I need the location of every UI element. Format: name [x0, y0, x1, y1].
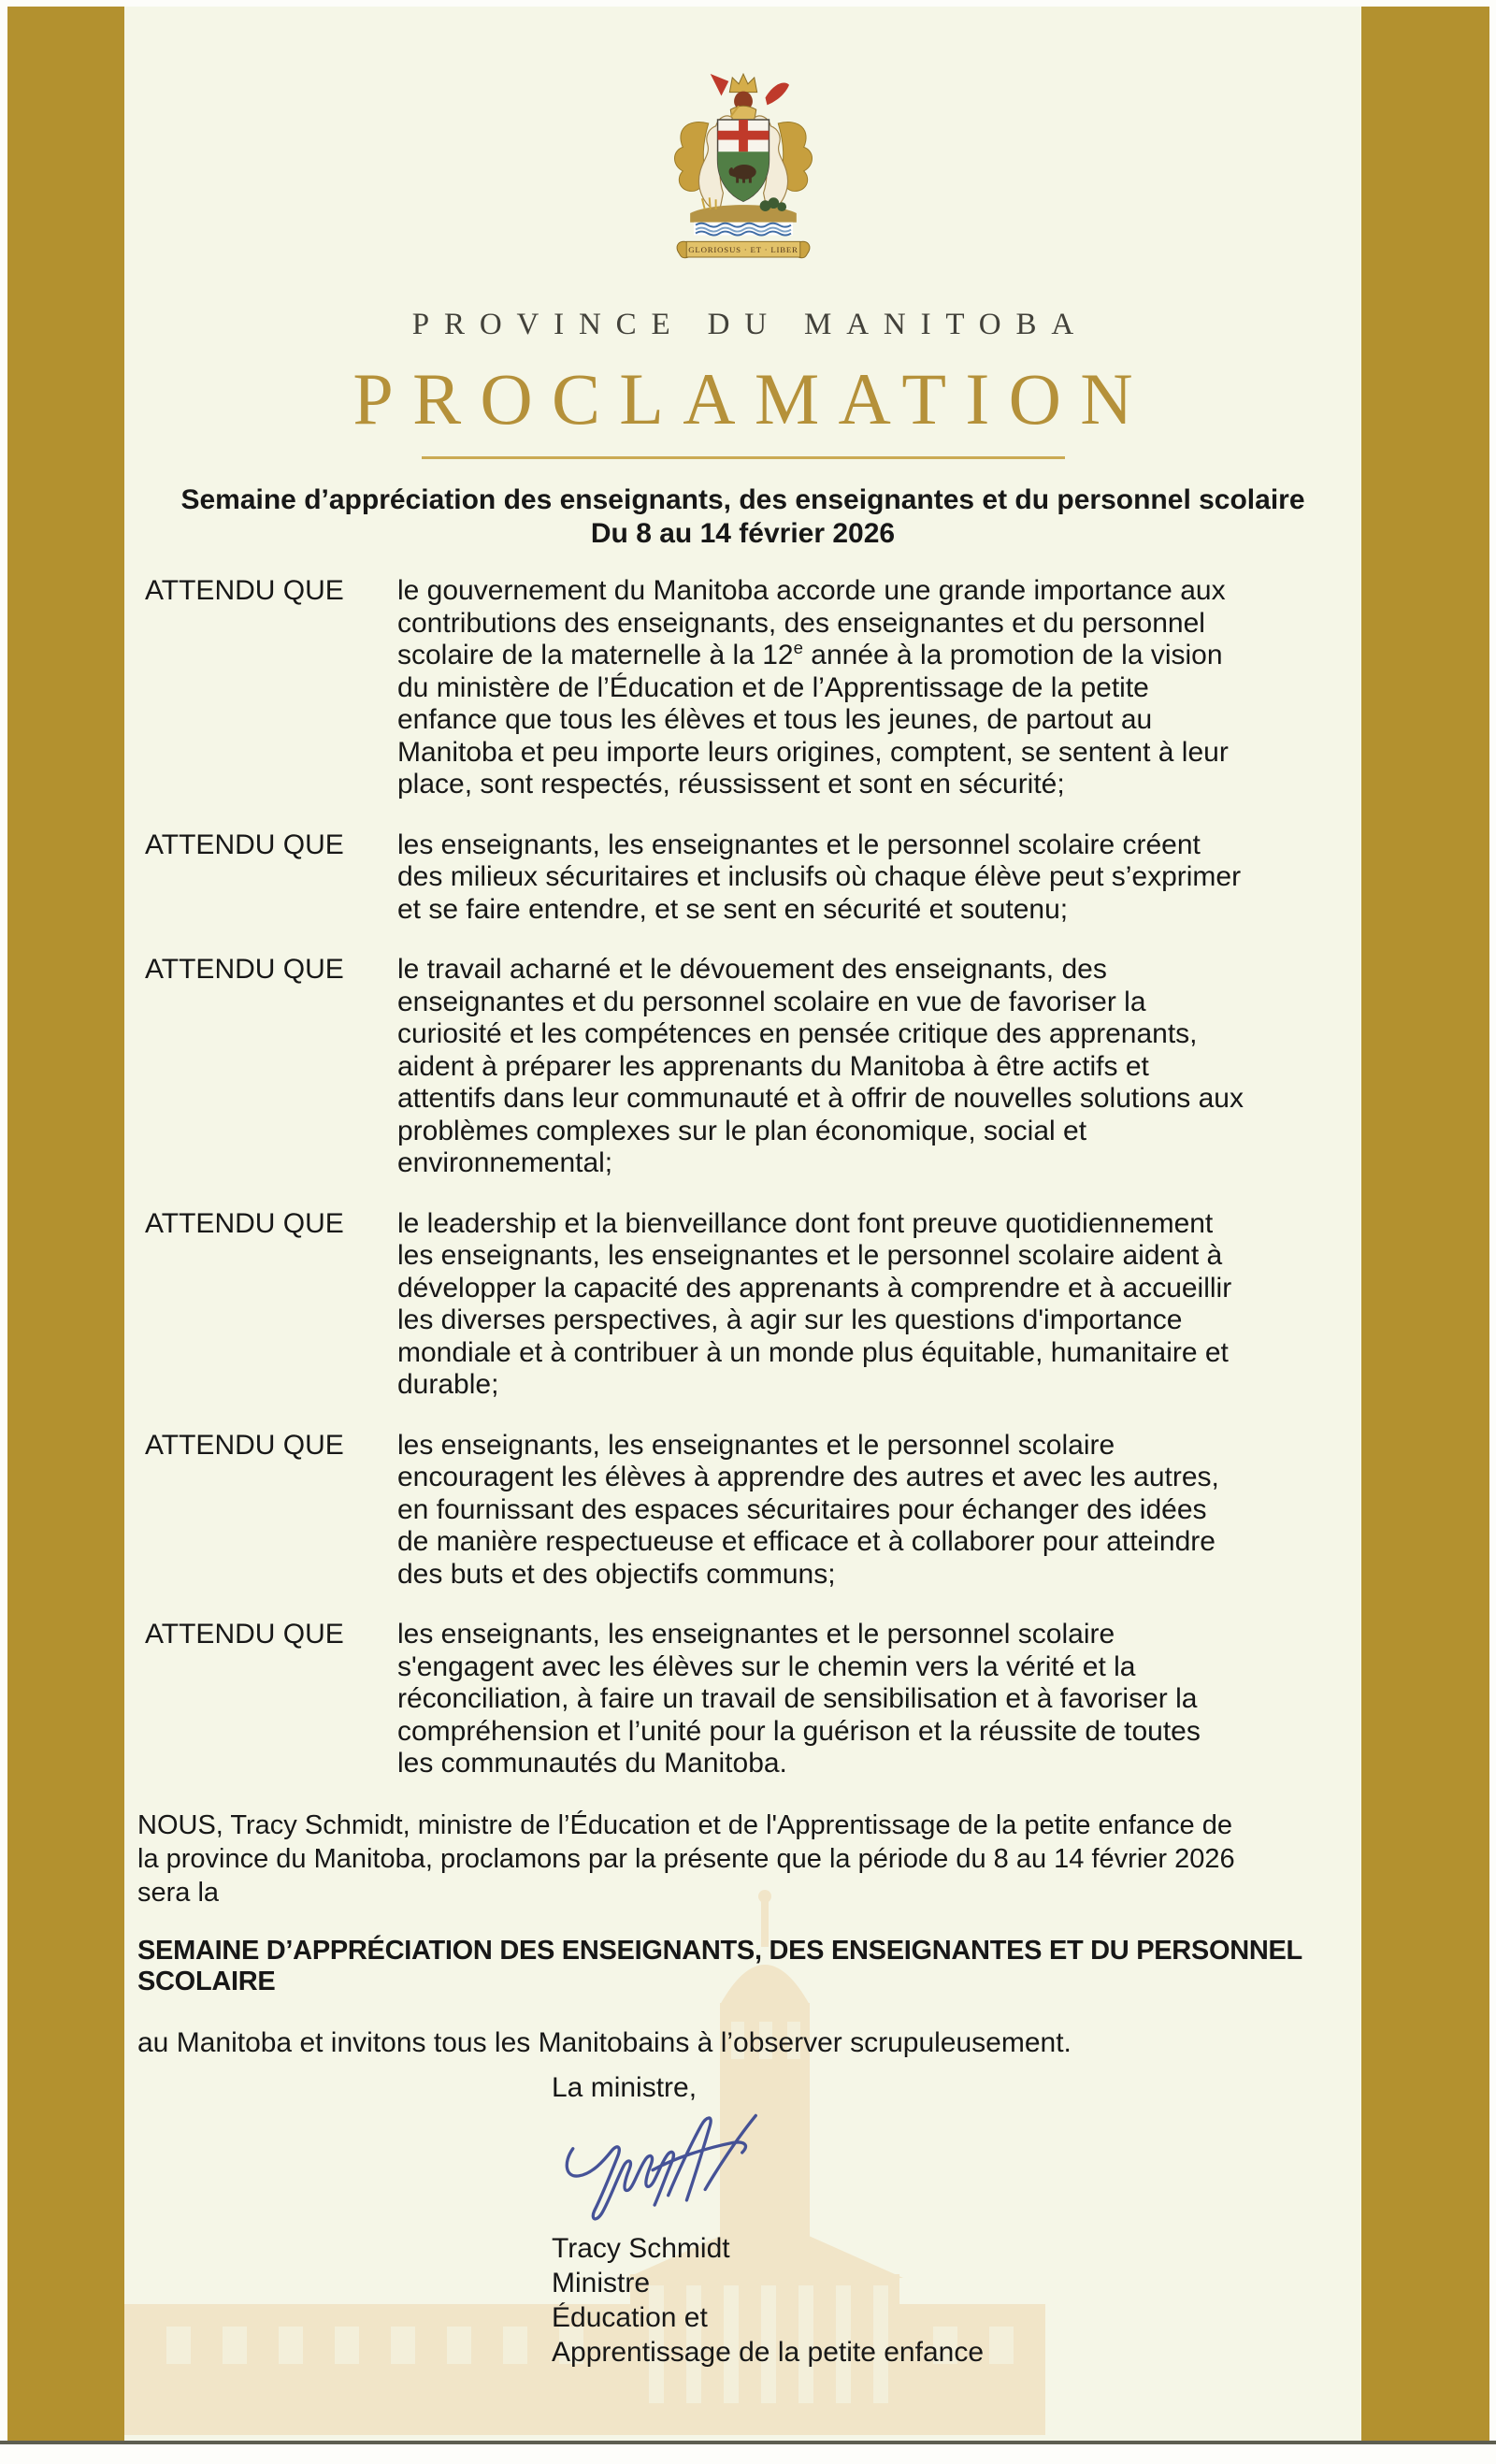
coat-of-arms-motto: GLORIOSUS · ET · LIBER [687, 245, 798, 255]
department-line-1: Éducation et [552, 2301, 708, 2333]
attendu-label: ATTENDU QUE [145, 954, 344, 985]
subject-line-1: Semaine d’appréciation des enseignants, des enseignantes et du personnel scolaire [180, 484, 1305, 515]
right-gold-border [1361, 7, 1489, 2441]
signature-block [552, 2072, 1361, 2370]
proclaim-paragraph: NOUS, Tracy Schmidt, ministre de l’Éducation et de l'Apprentissage de la petite enfance de la province du Manitoba, proclamons par la présente que la période du 8 au 14 février 2026 sera la [137, 1809, 1235, 1908]
minister-role: Ministre [552, 2267, 651, 2298]
bottom-rule [0, 2441, 1496, 2444]
minister-salutation: La ministre, [552, 2071, 698, 2103]
gold-divider [422, 456, 1065, 459]
invitation-line: au Manitoba et invitons tous les Manitobains à l’observer scrupuleusement. [137, 2026, 1072, 2058]
attendu-label: ATTENDU QUE [145, 575, 344, 606]
whereas-clauses [124, 575, 1361, 1780]
clause-row [124, 575, 1361, 801]
subject-title [124, 483, 1361, 551]
clause-row [124, 954, 1361, 1180]
minister-name: Tracy Schmidt [552, 2232, 730, 2264]
attendu-label: ATTENDU QUE [145, 829, 344, 860]
attendu-label: ATTENDU QUE [145, 1429, 344, 1461]
proclamation-title: PROCLAMATION [352, 358, 1152, 439]
clause-text: le travail acharné et le dévouement des enseignants, des enseignantes et du personnel scolaire en vue de favoriser la curiosité et les compétences en pensée critique des apprenants, aident à préparer les apprenants du Manitoba à être actifs et attentifs dans leur communauté et à offrir de nouvelles solutions aux problèmes complexes sur le plan économique, social et environnemental; [397, 954, 1244, 1178]
manitoba-coat-of-arms [652, 65, 835, 267]
clause-text: les enseignants, les enseignantes et le personnel scolaire encouragent les élèves à apprendre des autres et avec les autres, en fournissant des espaces sécuritaires pour échanger des idées de manière respectueuse et efficace et à collaborer pour atteindre des buts et des objectifs communs; [397, 1429, 1219, 1590]
attendu-label: ATTENDU QUE [145, 1207, 344, 1239]
clause-text: les enseignants, les enseignantes et le personnel scolaire créent des milieux sécuritaires et inclusifs où chaque élève peut s’exprimer et se faire entendre, et se sent en sécurité et soutenu; [397, 829, 1242, 925]
motto-scroll [677, 241, 810, 257]
clause-row [124, 829, 1361, 927]
paper [124, 7, 1361, 2441]
clause-text-after: année à la promotion de la vision du ministère de l’Éducation et de l’Apprentissage de la petite enfance que tous les élèves et tous les jeunes, de partout au Manitoba et peu importe leurs origines, comptent, se sentent à leur place, sont respectés, réussissent et sont en sécurité; [397, 640, 1229, 800]
clause-row [124, 1430, 1361, 1592]
clause-text: les enseignants, les enseignantes et le personnel scolaire s'engagent avec les élèves sur le chemin vers la vérité et la réconciliation, à faire un travail de sensibilisation et à favoriser la compréhension et l’unité pour la guérison et la réussite de toutes les communautés du Manitoba. [397, 1619, 1201, 1779]
left-gold-border [7, 7, 124, 2441]
clause-text: le leadership et la bienveillance dont font preuve quotidiennement les enseignants, les enseignantes et le personnel scolaire aident à développer la capacité des apprenants à comprendre et à accueillir les diverses perspectives, à agir sur les questions d'importance mondiale et à contribuer à un monde plus équitable, humanitaire et durable; [397, 1207, 1232, 1400]
week-name: SEMAINE D’APPRÉCIATION DES ENSEIGNANTS, DES ENSEIGNANTES ET DU PERSONNEL SCOLAIRE [137, 1935, 1302, 1996]
clause-text [397, 575, 1244, 801]
clause-text-before: le gouvernement du Manitoba accorde une grande importance aux contributions des enseignants, des enseignantes et du personnel scolaire de la maternelle à la 12 [397, 575, 1226, 670]
superscript-e: e [793, 638, 803, 657]
crown-icon [729, 74, 756, 93]
subject-line-2: Du 8 au 14 février 2026 [590, 518, 896, 549]
province-heading: PROVINCE DU MANITOBA [411, 308, 1089, 341]
minister-signature [559, 2106, 793, 2227]
department-line-2: Apprentissage de la petite enfance [552, 2336, 984, 2368]
clause-row [124, 1208, 1361, 1402]
clause-row [124, 1619, 1361, 1780]
attendu-label: ATTENDU QUE [145, 1619, 344, 1650]
